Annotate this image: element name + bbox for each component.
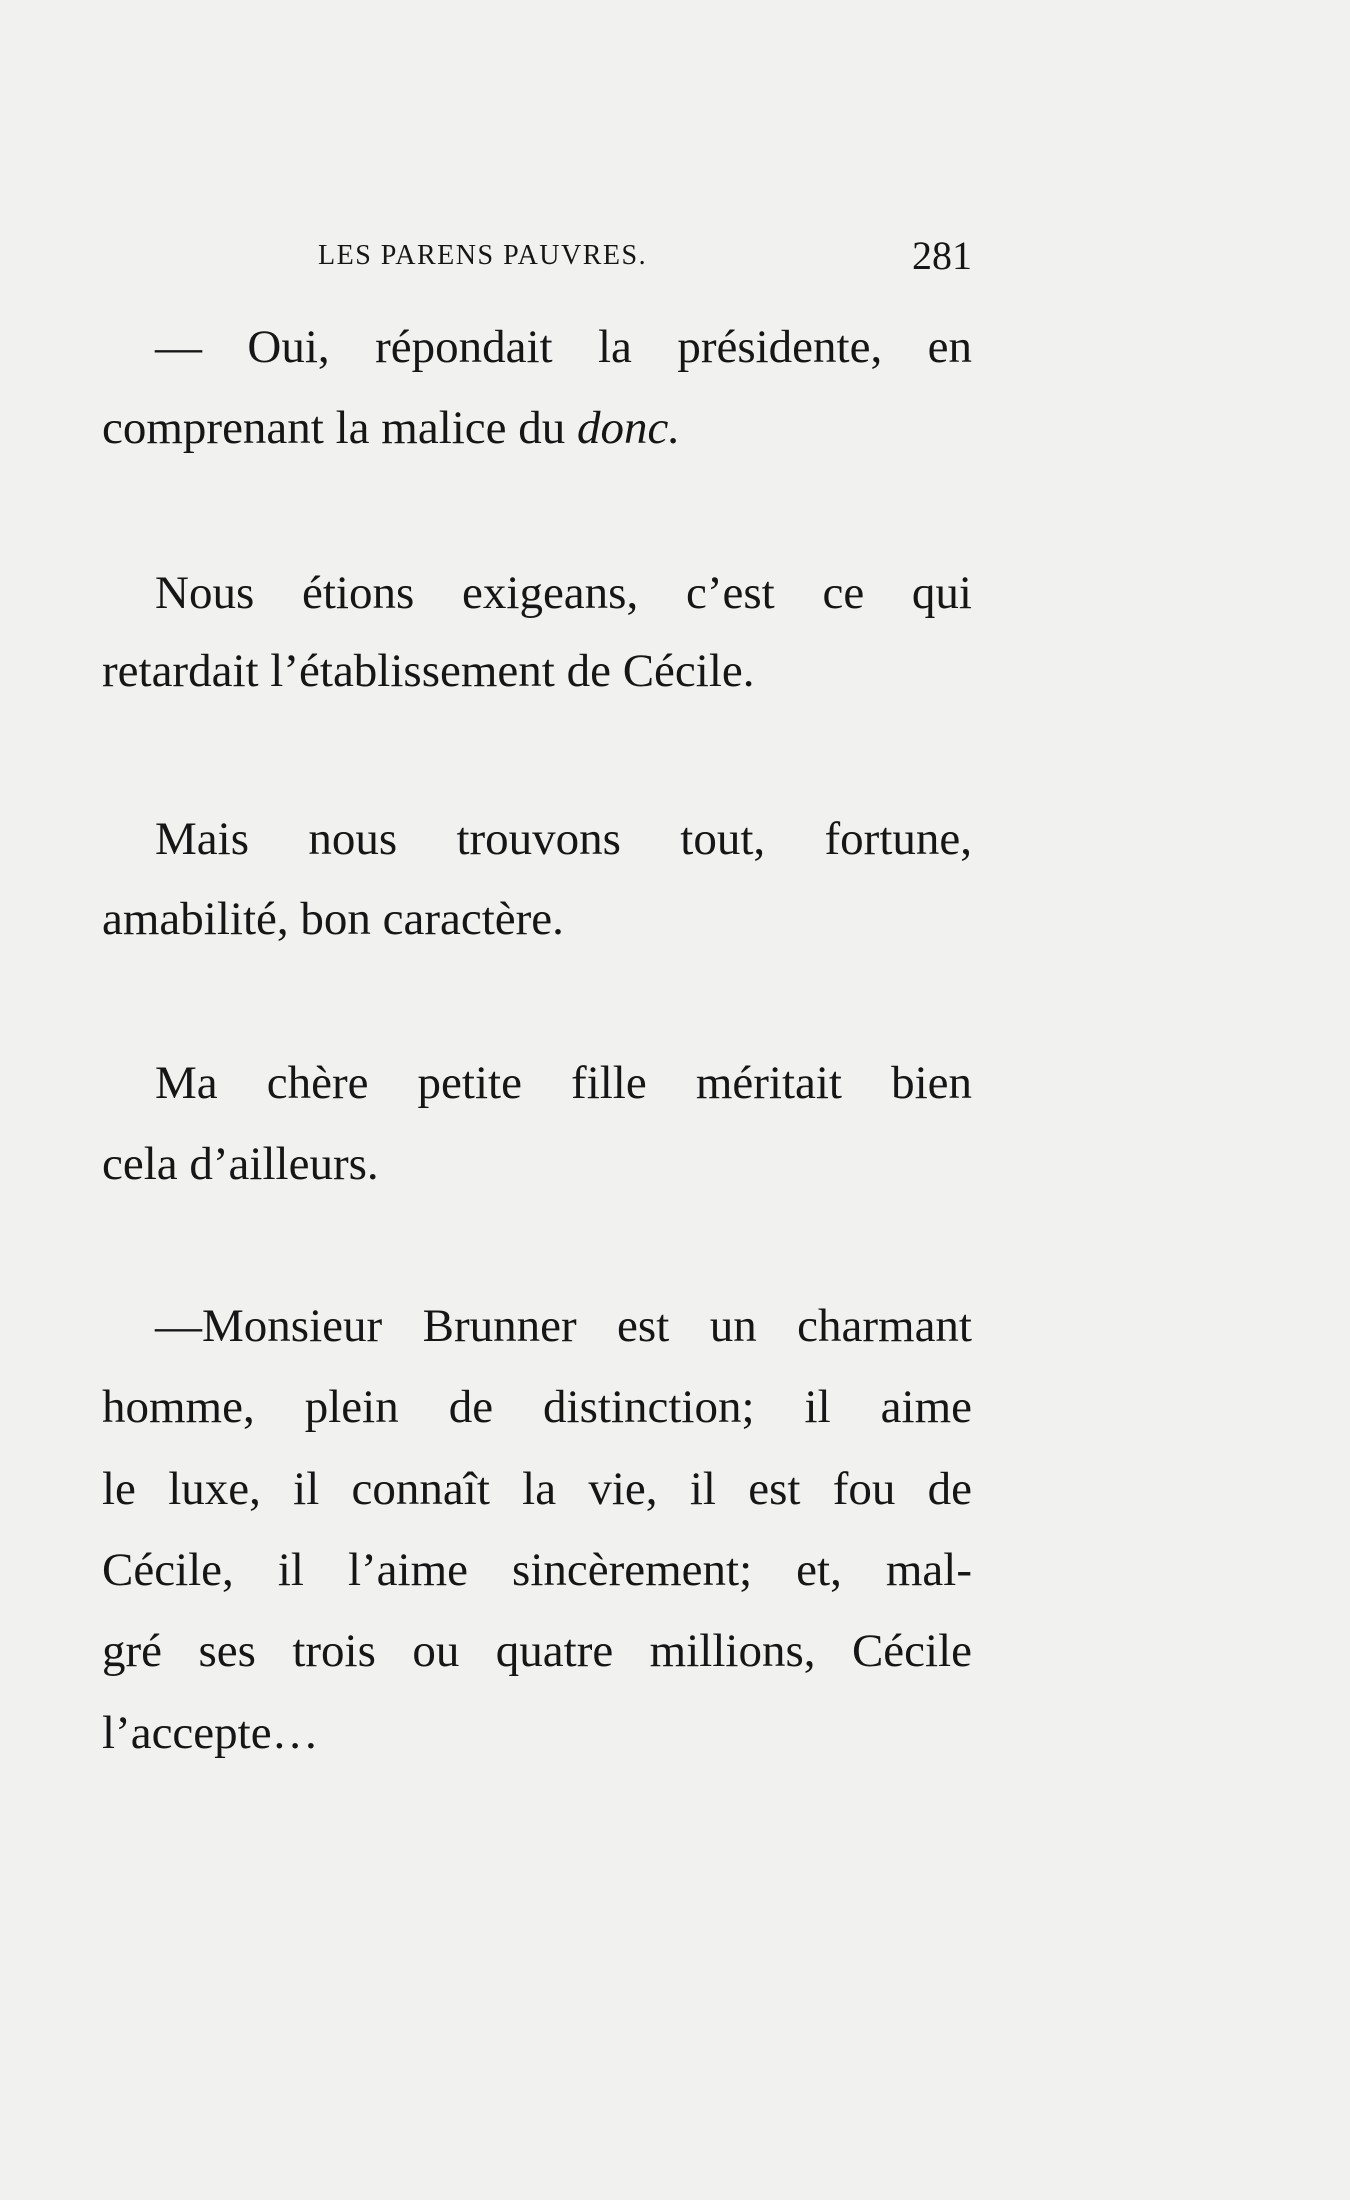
text-line: Ma chère petite fille méritait bien	[155, 1057, 972, 1109]
page-number: 281	[912, 233, 972, 278]
italic-word: donc.	[577, 402, 681, 454]
text-span: comprenant la malice du	[102, 402, 578, 454]
text-line: Cécile, il l’aime sincèrement; et, mal-	[102, 1544, 972, 1596]
text-line: Nous étions exigeans, c’est ce qui	[155, 567, 972, 619]
text-line: Mais nous trouvons tout, fortune,	[155, 813, 972, 865]
text-line: amabilité, bon caractère.	[102, 893, 564, 945]
text-line: retardait l’établissement de Cécile.	[102, 645, 755, 697]
page-header	[100, 232, 972, 282]
text-line	[102, 398, 972, 458]
text-line: gré ses trois ou quatre millions, Cécile	[102, 1625, 972, 1677]
text-line: cela d’ailleurs.	[102, 1138, 379, 1190]
text-line: — Oui, répondait la présidente, en	[155, 321, 972, 373]
text-line: le luxe, il connaît la vie, il est fou de	[102, 1463, 972, 1515]
text-line: homme, plein de distinction; il aime	[102, 1381, 972, 1433]
running-title: LES PARENS PAUVRES.	[318, 240, 648, 271]
text-line: —Monsieur Brunner est un charmant	[155, 1300, 972, 1352]
text-line: l’accepte…	[102, 1707, 319, 1759]
